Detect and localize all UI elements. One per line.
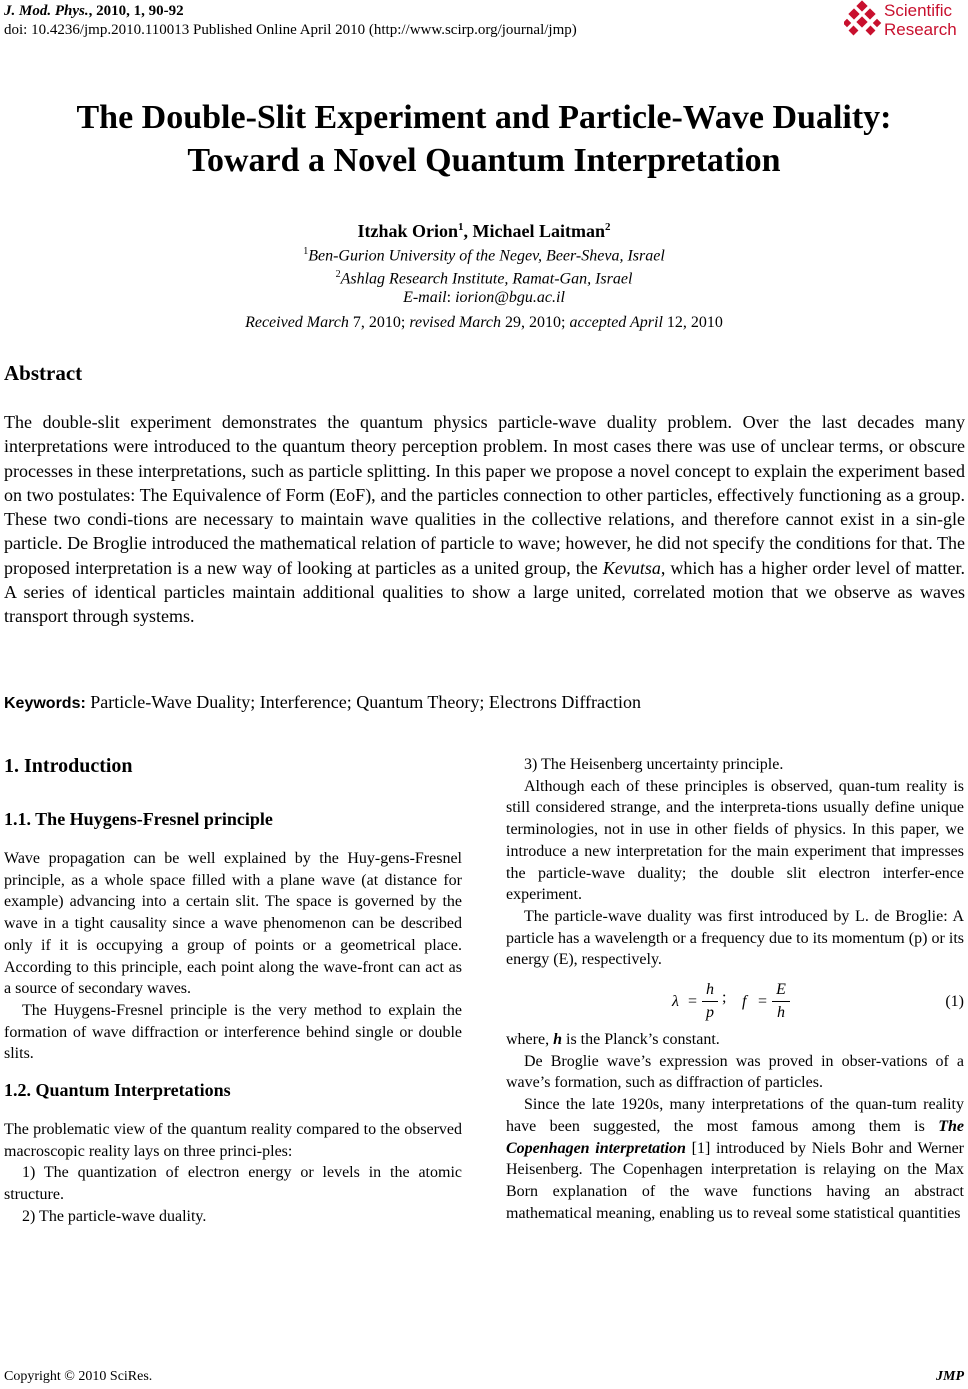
left-column bbox=[4, 754, 462, 1228]
keywords-text: Particle-Wave Duality; Interference; Quantum Theory; Electrons Diffraction bbox=[85, 692, 641, 712]
paragraph-huygens-method: The Huygens-Fresnel principle is the very method to explain the formation of wave diffraction or interference behind single or double slits. bbox=[4, 1001, 462, 1063]
paragraph-problematic-view: The problematic view of the quantum reality compared to the observed macroscopic reality lays on three princi-ples: bbox=[4, 1121, 462, 1160]
abstract-part-2: , which has a higher order level of matter. A series of identical particles maintain additional qualities to show a large united, correlated motion that we observe as waves transport through systems. bbox=[4, 557, 965, 627]
received-date: 7, 2010; bbox=[348, 314, 410, 331]
affiliation-2-sup: 2 bbox=[335, 269, 341, 280]
logo-mark-icon bbox=[844, 0, 882, 40]
affiliation-1-sup: 1 bbox=[303, 246, 309, 257]
eq-equals-2: = bbox=[758, 993, 768, 1011]
keywords bbox=[4, 690, 641, 716]
eq-num-2: E bbox=[776, 981, 786, 999]
dates-line bbox=[0, 312, 968, 333]
affiliation-2 bbox=[0, 264, 968, 289]
doi-line: doi: 10.4236/jmp.2010.110013 Published Online April 2010 (http://www.scirp.org/journal/jmp) bbox=[4, 22, 577, 38]
email-line bbox=[0, 287, 968, 308]
logo-text-line2: Research bbox=[884, 20, 957, 39]
eq-fraction-1 bbox=[702, 979, 718, 1023]
interpretations-post: [1] introduced by Niels Bohr and Werner Heisenberg. The Copenhagen interpretation is relaying on the Max Born explanation of the wave functions having an abstract mathematical meaning, enabling us to reveal some statistical quantities bbox=[506, 1139, 965, 1222]
right-column bbox=[506, 754, 964, 1224]
eq-f: f bbox=[742, 993, 747, 1011]
journal-citation bbox=[4, 2, 184, 20]
abstract-text bbox=[4, 410, 965, 629]
accepted-label: accepted April bbox=[569, 314, 663, 331]
logo-text-line1: Scientific bbox=[884, 1, 953, 20]
abstract-kevutsa: Kevutsa bbox=[602, 557, 661, 578]
publisher-logo bbox=[844, 0, 964, 42]
section-1-2-heading: 1.2. Quantum Interpretations bbox=[4, 1080, 231, 1101]
abstract-heading: Abstract bbox=[4, 361, 83, 385]
equation-1 bbox=[506, 971, 964, 1029]
paragraph-planck bbox=[506, 1029, 964, 1051]
revised-date: 29, 2010; bbox=[501, 314, 570, 331]
list-item-3: 3) The Heisenberg uncertainty principle. bbox=[524, 756, 784, 773]
paragraph-huygens: Wave propagation can be well explained by the Huy-gens-Fresnel principle, as a whole space filled with a plane wave (at distance for example) advancing into a certain slit. The space is governed by the wave in a tight causality since a wave phenomenon can be described only if it is occupying a group of points or a geometrical place. According to this principle, each point along the wave-front can act as a source of secondary waves. bbox=[4, 850, 462, 998]
received-label: Received March bbox=[245, 314, 349, 331]
revised-label: revised March bbox=[409, 314, 501, 331]
section-1-heading: 1. Introduction bbox=[4, 755, 133, 777]
list-item-1: 1) The quantization of electron energy or levels in the atomic structure. bbox=[4, 1164, 462, 1204]
paragraph-de-broglie: The particle-wave duality was first introduced by L. de Broglie: A particle has a wavelength or a frequency due to its momentum (p) or its energy (E), respectively. bbox=[506, 907, 964, 969]
keywords-label: Keywords: bbox=[4, 695, 86, 712]
paragraph-de-broglie-proved: De Broglie wave’s expression was proved in obser-vations of a wave’s formation, such as diffraction of particles. bbox=[506, 1052, 964, 1092]
author-list bbox=[0, 216, 968, 242]
paper-title bbox=[0, 96, 968, 182]
journal-name: J. Mod. Phys. bbox=[4, 3, 89, 19]
email-label: E-mail bbox=[403, 289, 447, 306]
footer-copyright: Copyright © 2010 SciRes. bbox=[4, 1369, 153, 1384]
footer-journal: JMP bbox=[936, 1369, 964, 1384]
eq-den-1: p bbox=[702, 1001, 718, 1024]
planck-h: h bbox=[553, 1031, 562, 1049]
eq-num-1: h bbox=[706, 981, 714, 999]
copenhagen-emphasis: The Copenhagen interpretation bbox=[506, 1117, 964, 1157]
eq-equals-1: = bbox=[688, 993, 698, 1011]
abstract-part-1: The double-slit experiment demonstrates the quantum physics particle-wave duality problem. Over the last decades many interpretations were introduced to the quantum theory perception problem. In most cases there was use of unclear terms, or obscure processes in these interpretations, such as particle splitting. In this paper we propose a novel concept to explain the experiment based on two postulates: The Equivalence of Form (EoF), and the particles connection to other particles, effectively functioning as a group. These two condi-tions are necessary to maintain wave qualities in the collective relations, and therefore cannot exist in a sin-gle particle. De Broglie introduced the mathematical relation of particle to wave; however, he did not specify the conditions for that. The proposed interpretation is a new way of looking at particles as a united group, the bbox=[4, 412, 965, 578]
author-1: Itzhak Orion bbox=[357, 221, 458, 241]
email-separator: : bbox=[446, 289, 456, 306]
author-separator: , bbox=[463, 221, 473, 241]
author-2: Michael Laitman bbox=[472, 221, 605, 241]
affiliation-2-text: Ashlag Research Institute, Ramat-Gan, Israel bbox=[340, 270, 633, 288]
title-line-2: Toward a Novel Quantum Interpretation bbox=[187, 142, 781, 179]
section-1-1-heading: 1.1. The Huygens-Fresnel principle bbox=[4, 809, 273, 829]
affiliation-1 bbox=[0, 241, 968, 266]
eq-number: (1) bbox=[945, 993, 964, 1011]
eq-den-2: h bbox=[772, 1001, 790, 1024]
eq-fraction-2 bbox=[772, 979, 790, 1023]
interpretations-pre: Since the late 1920s, many interpretations of the quan-tum reality have been suggested, the most famous among them is bbox=[506, 1096, 964, 1135]
email-address[interactable]: iorion@bgu.ac.il bbox=[455, 289, 565, 306]
accepted-date: 12, 2010 bbox=[662, 314, 723, 331]
author-2-sup: 2 bbox=[605, 221, 611, 233]
planck-post: is the Planck’s constant. bbox=[562, 1031, 720, 1049]
title-line-1: The Double-Slit Experiment and Particle-Wave Duality: bbox=[76, 99, 892, 136]
paragraph-interpretations bbox=[506, 1094, 964, 1224]
eq-semicolon: ; bbox=[722, 989, 727, 1007]
paragraph-principles: Although each of these principles is observed, quan-tum reality is still considered strange, and the interpreta-tions usually define unique terminologies, not in use in other fields of physics. In this paper, we introduce a new interpretation for the main experiment that impresses the particle-wave duality; the double slit electron interfer-ence experiment. bbox=[506, 777, 964, 904]
list-item-2: 2) The particle-wave duality. bbox=[22, 1207, 207, 1225]
planck-pre: where, bbox=[506, 1031, 554, 1049]
affiliation-1-text: Ben-Gurion University of the Negev, Beer-Sheva, Israel bbox=[308, 247, 665, 265]
eq-lambda: λ bbox=[672, 993, 679, 1011]
journal-volume: , 2010, 1, 90-92 bbox=[88, 3, 184, 19]
author-1-sup: 1 bbox=[458, 221, 464, 233]
